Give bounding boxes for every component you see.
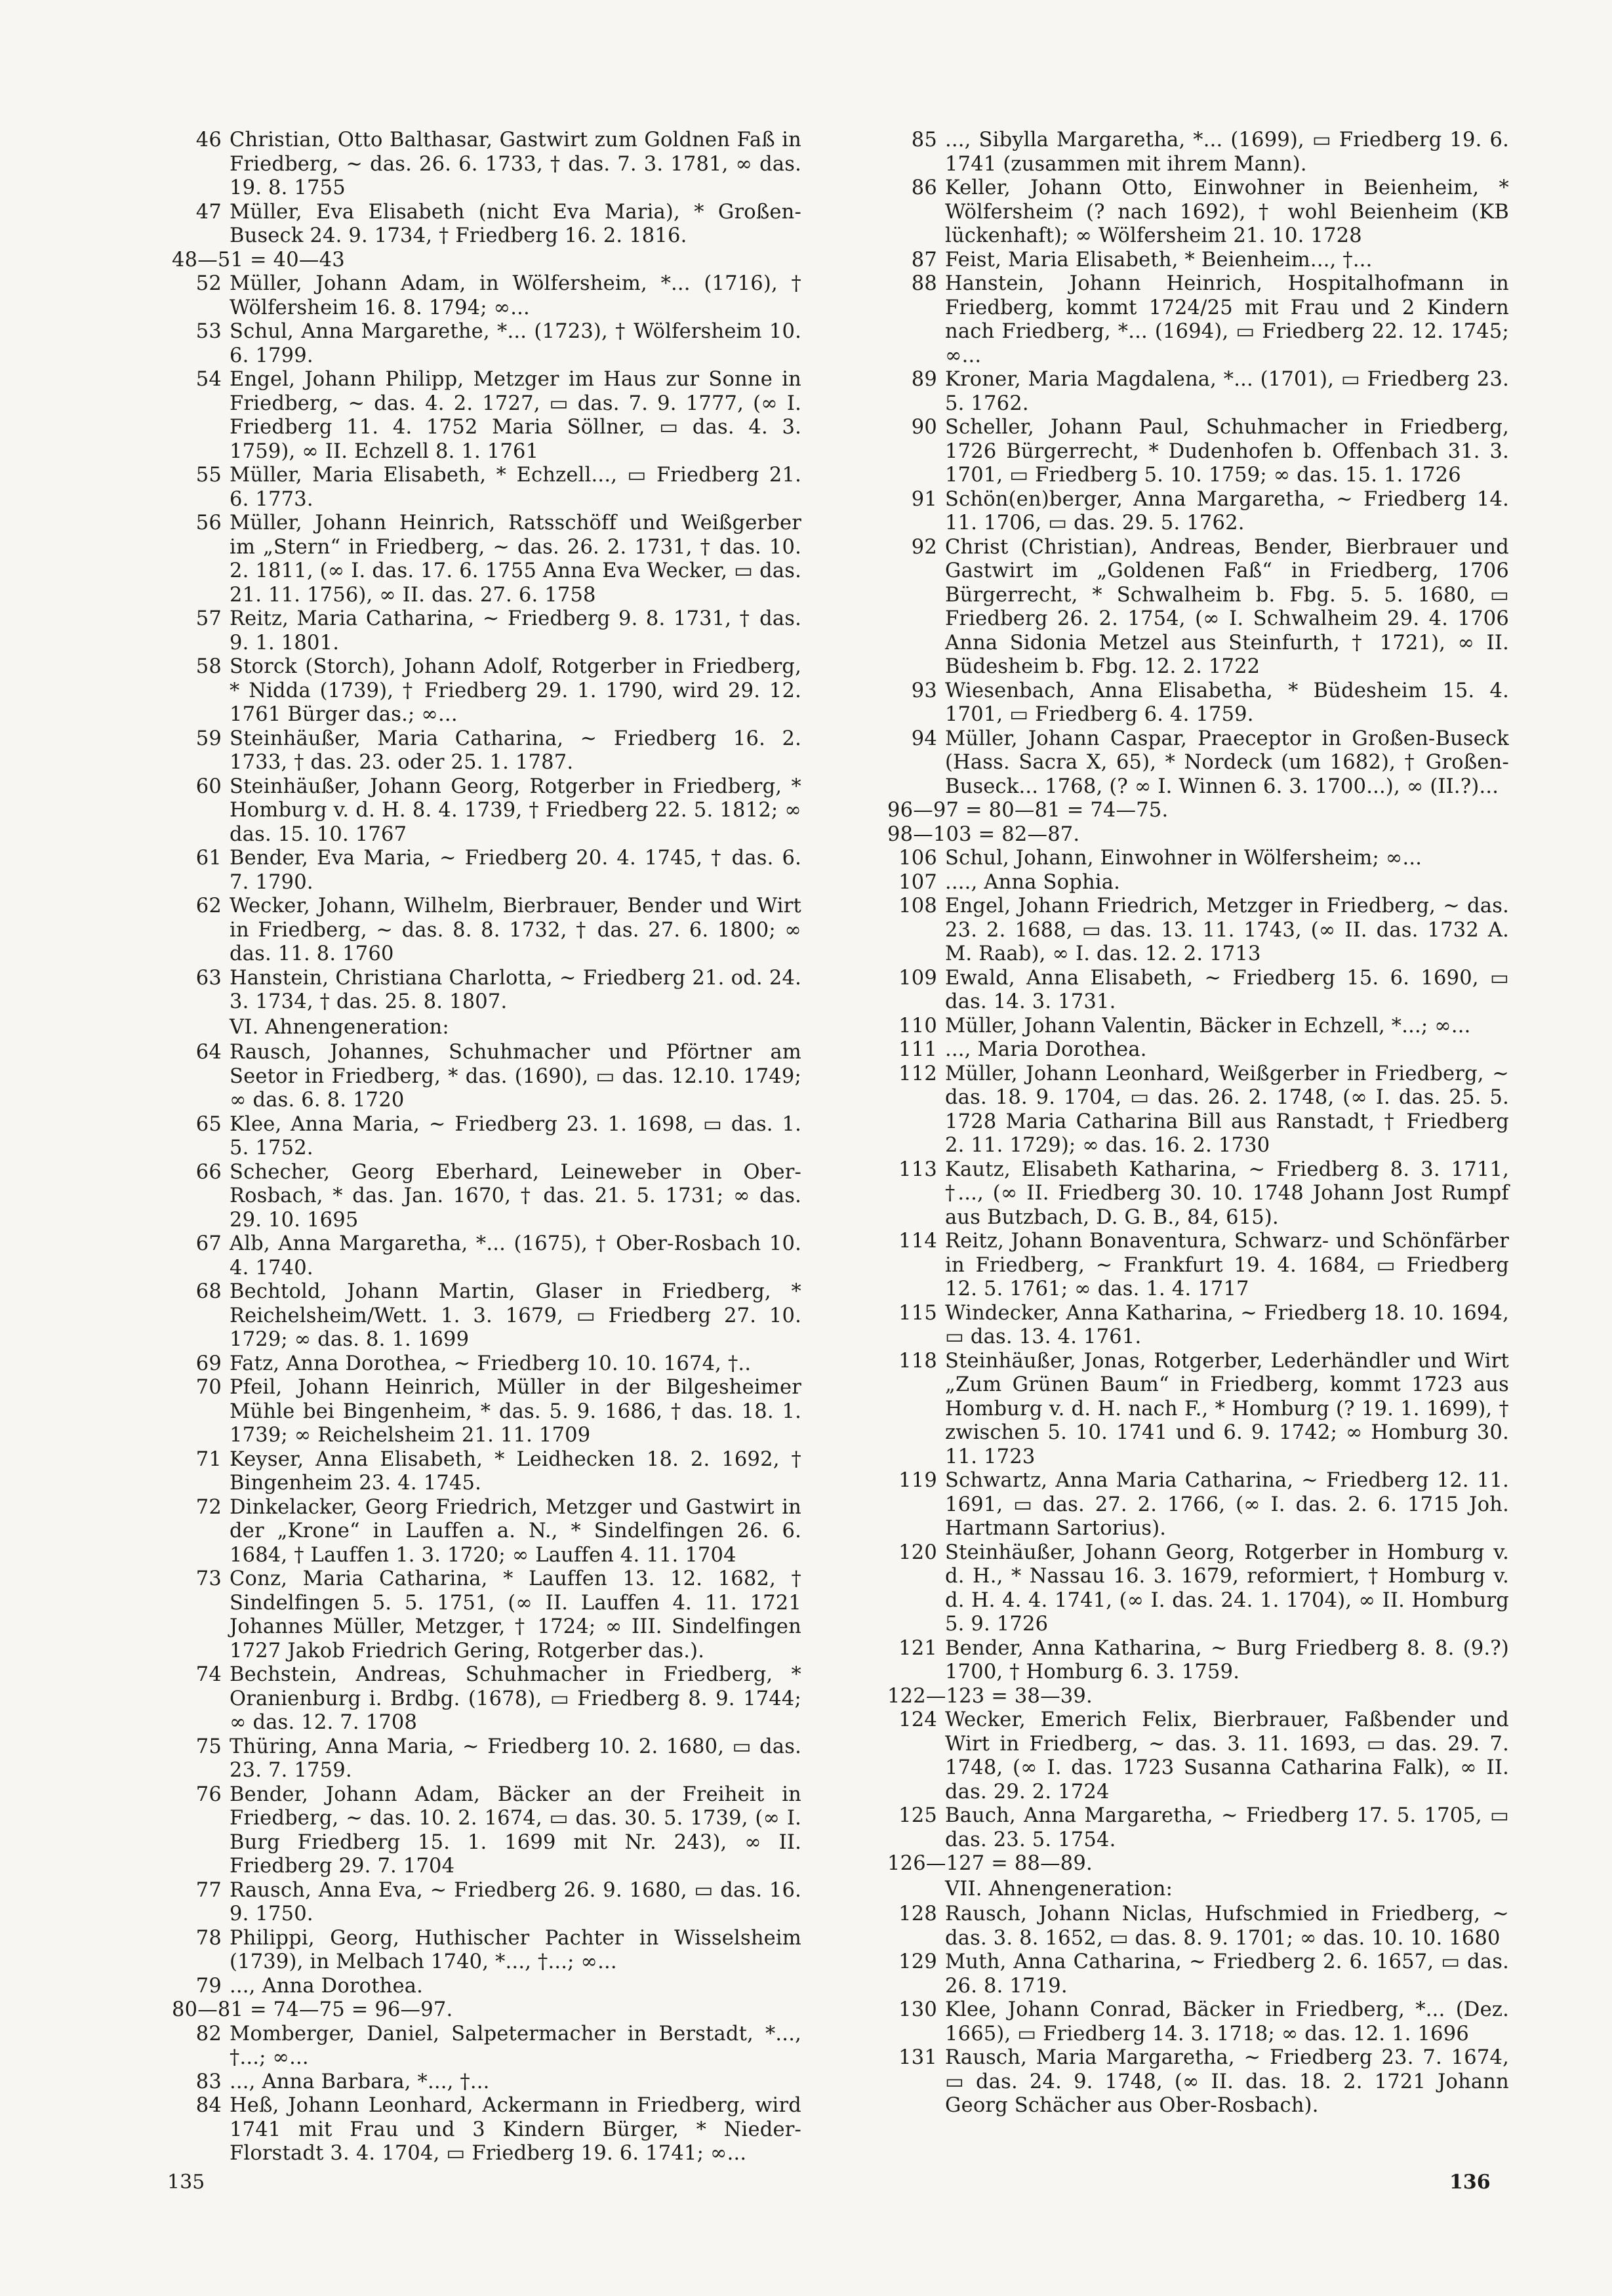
entry-text: Conz, Maria Catharina, * Lauffen 13. 12. 1682, † Sindelfingen 5. 5. 1751, (∞ II. Lauffen 4. 11. 1721 Johannes Müller, Metzger, † 1724; ∞ III. Sindelfingen 1727 Jakob Friedrich Gering, Rotgerber das.). (230, 1567, 801, 1662)
entry-text: Bauch, Anna Margaretha, ~ Friedberg 17. 5. 1705, ▭ das. 23. 5. 1754. (945, 1804, 1509, 1851)
entry-number: 73 (195, 1567, 222, 1590)
ancestor-entry (887, 967, 1509, 1015)
ancestor-entry (887, 2046, 1509, 2118)
generation-heading: VI. Ahnengeneration: (230, 1015, 449, 1039)
entry-number: 66 (195, 1160, 222, 1184)
entry-number: 88 (911, 272, 937, 295)
entry-text: Wecker, Johann, Wilhelm, Bierbrauer, Bender und Wirt in Friedberg, ~ das. 8. 8. 1732, † das. 27. 6. 1800; ∞ das. 11. 8. 1760 (230, 895, 801, 965)
ancestor-entry (172, 129, 801, 201)
left-column (172, 129, 801, 2166)
entry-number: 57 (195, 607, 222, 630)
entry-number: 111 (898, 1038, 937, 1061)
entry-number: 109 (898, 966, 937, 990)
entry-text: Schwartz, Anna Maria Catharina, ~ Friedberg 12. 11. 1691, ▭ das. 27. 2. 1766, (∞ I. das. 2. 6. 1715 Joh. Hartmann Sartorius). (945, 1469, 1509, 1540)
entry-text: Müller, Johann Adam, in Wölfersheim, *... (1716), † Wölfersheim 16. 8. 1794; ∞... (230, 272, 801, 319)
ancestor-entry (887, 1302, 1509, 1350)
entry-number: 89 (911, 368, 937, 391)
entry-number: 63 (195, 966, 222, 990)
entry-number: 74 (195, 1663, 222, 1686)
entry-text: Momberger, Daniel, Salpetermacher in Berstadt, *..., †...; ∞... (230, 2022, 801, 2069)
entry-text: Müller, Johann Leonhard, Weißgerber in Friedberg, ~ das. 18. 9. 1704, ▭ das. 26. 2. 1748, (∞ I. das. 25. 5. 1728 Maria Catharina Bill aus Ranstadt, † Friedberg 2. 11. 1729); ∞ das. 16. 2. 1730 (945, 1062, 1509, 1157)
entry-text: Steinhäußer, Johann Georg, Rotgerber in Homburg v. d. H., * Nassau 16. 3. 1679, reformiert, † Homburg v. d. H. 4. 4. 1741, (∞ I. das. 24. 1. 1704), ∞ II. Homburg 5. 9. 1726 (945, 1541, 1509, 1636)
ancestor-entry (172, 2070, 801, 2095)
ancestor-entry (887, 1950, 1509, 1998)
entry-number: 126—127 (887, 1852, 985, 1875)
entry-text: Steinhäußer, Jonas, Rotgerber, Lederhändler und Wirt „Zum Grünen Baum“ in Friedberg, kommt 1723 aus Homburg v. d. H. nach F., * Homburg (? 19. 1. 1699), † zwischen 5. 10. 1741 und 6. 9. 1742; ∞ Homburg 30. 11. 1723 (945, 1349, 1509, 1468)
entry-number: 62 (195, 895, 222, 917)
ancestor-entry (172, 1448, 801, 1496)
ancestor-entry (887, 1350, 1509, 1470)
entry-text: Storck (Storch), Johann Adolf, Rotgerber in Friedberg, * Nidda (1739), † Friedberg 29. 1. 1790, wird 29. 12. 1761 Bürger das.; ∞... (230, 655, 801, 726)
entry-text: Keyser, Anna Elisabeth, * Leidhecken 18. 2. 1692, † Bingenheim 23. 4. 1745. (230, 1447, 801, 1495)
entry-number: 48—51 (172, 248, 244, 272)
entry-text: Steinhäußer, Johann Georg, Rotgerber in Friedberg, * Homburg v. d. H. 8. 4. 1739, † Friedberg 22. 5. 1812; ∞ das. 15. 10. 1767 (230, 775, 801, 846)
entry-number: 125 (898, 1804, 937, 1827)
entry-text: ...., Anna Sophia. (945, 870, 1121, 894)
entry-number: 84 (195, 2094, 222, 2117)
entry-number: 87 (911, 248, 937, 272)
ancestor-entry (887, 368, 1509, 416)
page-number-left: 135 (167, 2171, 205, 2194)
entry-text: Steinhäußer, Maria Catharina, ~ Friedberg 16. 2. 1733, † das. 23. oder 25. 1. 1787. (230, 727, 801, 774)
ancestor-entry (172, 607, 801, 655)
entry-number: 94 (911, 727, 937, 750)
ancestor-entry (172, 967, 801, 1015)
entry-number: 96—97 (887, 799, 959, 822)
entry-text: Klee, Johann Conrad, Bäcker in Friedberg, *... (Dez. 1665), ▭ Friedberg 14. 3. 1718; ∞ das. 12. 1. 1696 (945, 1998, 1509, 2045)
entry-number: 112 (898, 1062, 937, 1085)
ancestor-entry (887, 1230, 1509, 1302)
ancestor-entry (172, 1783, 801, 1879)
entry-text: Windecker, Anna Katharina, ~ Friedberg 18. 10. 1694, ▭ das. 13. 4. 1761. (945, 1301, 1509, 1348)
generation-heading: VII. Ahnengeneration: (945, 1877, 1173, 1901)
ancestor-entry (887, 1158, 1509, 1230)
entry-text: Alb, Anna Margaretha, *... (1675), † Ober-Rosbach 10. 4. 1740. (230, 1232, 801, 1279)
ancestor-entry (172, 1161, 801, 1233)
entry-number: 77 (195, 1878, 222, 1902)
entry-text: Bender, Johann Adam, Bäcker an der Freiheit in Friedberg, ~ das. 10. 2. 1674, ▭ das. 30. 5. 1739, (∞ I. Burg Friedberg 15. 1. 1699 mit Nr. 243), ∞ II. Friedberg 29. 7. 1704 (230, 1782, 801, 1878)
ancestor-entry (887, 249, 1509, 273)
entry-text: = 80—81 = 74—75. (965, 799, 1169, 822)
ancestor-entry (172, 1496, 801, 1568)
entry-number: 70 (195, 1376, 222, 1399)
ancestor-entry (172, 655, 801, 727)
entry-number: 130 (898, 1998, 937, 2021)
entry-text: = 82—87. (978, 822, 1080, 846)
entry-text: Müller, Johann Heinrich, Ratsschöff und Weißgerber im „Stern“ in Friedberg, ~ das. 26. 2. 1731, † das. 10. 2. 1811, (∞ I. das. 17. 6. 1755 Anna Eva Wecker, ▭ das. 21. 11. 1756), ∞ II. das. 27. 6. 1758 (230, 512, 801, 607)
entry-text: ..., Maria Dorothea. (945, 1038, 1147, 1061)
entry-text: Bechstein, Andreas, Schuhmacher in Friedberg, * Oranienburg i. Brdbg. (1678), ▭ Friedberg 8. 9. 1744; ∞ das. 12. 7. 1708 (230, 1663, 801, 1734)
ancestor-entry (887, 1038, 1509, 1062)
ancestor-entry (887, 1062, 1509, 1158)
entry-number: 52 (195, 272, 222, 295)
ancestor-entry (887, 727, 1509, 799)
entry-number: 75 (195, 1735, 222, 1758)
entry-text: Engel, Johann Philipp, Metzger im Haus zur Sonne in Friedberg, ~ das. 4. 2. 1727, ▭ das. 7. 9. 1777, (∞ I. Friedberg 11. 4. 1752 Maria Söllner, ▭ das. 4. 3. 1759), ∞ II. Echzell 8. 1. 1761 (230, 368, 801, 463)
entry-text: Engel, Johann Friedrich, Metzger in Friedberg, ~ das. 23. 2. 1688, ▭ das. 13. 11. 1743, (∞ II. das. 1732 A. M. Raab), ∞ I. das. 12. 2. 1713 (945, 895, 1509, 965)
entry-number: 119 (898, 1469, 937, 1492)
entry-text: Kroner, Maria Magdalena, *... (1701), ▭ Friedberg 23. 5. 1762. (945, 368, 1509, 415)
entry-text: Thüring, Anna Maria, ~ Friedberg 10. 2. 1680, ▭ das. 23. 7. 1759. (230, 1735, 801, 1782)
entry-text: Fatz, Anna Dorothea, ~ Friedberg 10. 10. 1674, †.. (230, 1352, 752, 1375)
entry-text: Christian, Otto Balthasar, Gastwirt zum Goldnen Faß in Friedberg, ~ das. 26. 6. 1733, † das. 7. 3. 1781, ∞ das. 19. 8. 1755 (230, 129, 801, 199)
entry-text: Feist, Maria Elisabeth, * Beienheim..., †... (945, 248, 1373, 272)
ancestor-entry (172, 775, 801, 847)
ancestor-entry (172, 895, 801, 967)
entry-text: Keller, Johann Otto, Einwohner in Beienheim, * Wölfersheim (? nach 1692), † wohl Beienheim (KB lückenhaft); ∞ Wölfersheim 21. 10. 1728 (945, 176, 1509, 247)
entry-number: 92 (911, 535, 937, 559)
entry-number: 79 (195, 1974, 222, 1998)
entry-number: 67 (195, 1232, 222, 1255)
entry-text: Heß, Johann Leonhard, Ackermann in Friedberg, wird 1741 mit Frau und 3 Kindern Bürger, * Nieder-Florstadt 3. 4. 1704, ▭ Friedberg 19. 6. 1741; ∞... (230, 2094, 801, 2165)
entry-number: 61 (195, 847, 222, 870)
ancestor-entry (172, 1663, 801, 1735)
entry-number: 98—103 (887, 822, 972, 846)
ancestor-entry (172, 464, 801, 512)
ancestor-entry (887, 1469, 1509, 1541)
ancestor-entry (887, 679, 1509, 727)
ancestor-entry (887, 1541, 1509, 1637)
entry-number: 82 (195, 2022, 222, 2045)
range-entry (887, 823, 1509, 847)
entry-number: 85 (911, 129, 937, 151)
entry-number: 113 (898, 1158, 937, 1181)
entry-text: = 74—75 = 96—97. (250, 1998, 453, 2021)
entry-number: 65 (195, 1112, 222, 1136)
ancestor-entry (172, 1041, 801, 1113)
entry-text: Müller, Eva Elisabeth (nicht Eva Maria), * Großen-Buseck 24. 9. 1734, † Friedberg 16. 2. 1816. (230, 200, 801, 247)
ancestor-entry (887, 1637, 1509, 1685)
ancestor-entry (172, 1927, 801, 1975)
entry-text: Schul, Anna Margarethe, *... (1723), † Wölfersheim 10. 6. 1799. (230, 320, 801, 367)
entry-number: 128 (898, 1903, 937, 1925)
ancestor-entry (887, 1015, 1509, 1039)
entry-number: 90 (911, 416, 937, 439)
entry-text: Wiesenbach, Anna Elisabetha, * Büdesheim 15. 4. 1701, ▭ Friedberg 6. 4. 1759. (945, 679, 1509, 726)
entry-number: 120 (898, 1541, 937, 1564)
entry-text: Muth, Anna Catharina, ~ Friedberg 2. 6. 1657, ▭ das. 26. 8. 1719. (945, 1950, 1509, 1998)
entry-number: 93 (911, 679, 937, 702)
entry-number: 129 (898, 1950, 937, 1973)
entry-number: 122—123 (887, 1684, 985, 1708)
entry-text: Müller, Johann Caspar, Praeceptor in Großen-Buseck (Hass. Sacra X, 65), * Nordeck (um 1682), † Großen-Buseck... 1768, (? ∞ I. Winnen 6. 3. 1700...), ∞ (II.?)... (945, 727, 1509, 798)
entry-number: 68 (195, 1280, 222, 1303)
entry-text: Hanstein, Johann Heinrich, Hospitalhofmann in Friedberg, kommt 1724/25 mit Frau und 2 Kindern nach Friedberg, *... (1694), ▭ Friedberg 22. 12. 1745; ∞... (945, 272, 1509, 367)
entry-text: = 38—39. (991, 1684, 1093, 1708)
ancestor-entry (172, 1280, 801, 1352)
entry-number: 55 (195, 464, 222, 487)
page-number-right: 136 (1449, 2171, 1491, 2194)
range-entry (887, 1852, 1509, 1876)
entry-text: Müller, Johann Valentin, Bäcker in Echzell, *...; ∞... (945, 1014, 1471, 1037)
entry-text: Rausch, Maria Margaretha, ~ Friedberg 23. 7. 1674, ▭ das. 24. 9. 1748, (∞ II. das. 18. 2. 1721 Johann Georg Schächer aus Ober-Rosbach). (945, 2046, 1509, 2117)
entry-text: Müller, Maria Elisabeth, * Echzell..., ▭ Friedberg 21. 6. 1773. (230, 464, 801, 511)
entry-text: Schul, Johann, Einwohner in Wölfersheim; ∞... (945, 847, 1422, 870)
entry-text: Reitz, Maria Catharina, ~ Friedberg 9. 8. 1731, † das. 9. 1. 1801. (230, 607, 801, 655)
entry-text: Bender, Anna Katharina, ~ Burg Friedberg 8. 8. (9.?) 1700, † Homburg 6. 3. 1759. (945, 1636, 1509, 1683)
entry-text: Rausch, Johannes, Schuhmacher und Pförtner am Seetor in Friedberg, * das. (1690), ▭ das. 12.10. 1749; ∞ das. 6. 8. 1720 (230, 1041, 801, 1112)
ancestor-entry (172, 320, 801, 368)
ancestor-entry (172, 1113, 801, 1161)
ancestor-entry (887, 176, 1509, 249)
ancestor-entry (172, 727, 801, 775)
ancestor-entry (172, 1567, 801, 1663)
range-entry (172, 1998, 801, 2023)
ancestor-entry (887, 1708, 1509, 1804)
entry-text: Schecher, Georg Eberhard, Leineweber in Ober-Rosbach, * das. Jan. 1670, † das. 21. 5. 1731; ∞ das. 29. 10. 1695 (230, 1160, 801, 1232)
entry-number: 110 (898, 1014, 937, 1037)
entry-number: 69 (195, 1352, 222, 1375)
entry-number: 91 (911, 487, 937, 511)
ancestor-entry (172, 512, 801, 607)
ancestor-entry (887, 1903, 1509, 1950)
ancestor-entry (887, 536, 1509, 679)
entry-number: 46 (195, 129, 222, 151)
ancestor-entry (172, 1376, 801, 1448)
entry-text: Reitz, Johann Bonaventura, Schwarz- und Schönfärber in Friedberg, ~ Frankfurt 19. 4. 1684, ▭ Friedberg 12. 5. 1761; ∞ das. 1. 4. 1717 (945, 1230, 1509, 1300)
right-column (887, 129, 1509, 2118)
ancestor-entry (172, 2023, 801, 2070)
ancestor-entry (172, 1232, 801, 1280)
entry-text: Rausch, Anna Eva, ~ Friedberg 26. 9. 1680, ▭ das. 16. 9. 1750. (230, 1878, 801, 1925)
entry-number: 64 (195, 1041, 222, 1064)
entry-text: Dinkelacker, Georg Friedrich, Metzger und Gastwirt in der „Krone“ in Lauffen a. N., * Sindelfingen 26. 6. 1684, † Lauffen 1. 3. 1720; ∞ Lauffen 4. 11. 1704 (230, 1495, 801, 1567)
ancestor-entry (887, 129, 1509, 176)
ancestor-entry (887, 895, 1509, 967)
ancestor-entry (887, 416, 1509, 488)
entry-text: Pfeil, Johann Heinrich, Müller in der Bilgesheimer Mühle bei Bingenheim, * das. 5. 9. 1686, † das. 18. 1. 1739; ∞ Reichelsheim 21. 11. 1709 (230, 1376, 801, 1447)
entry-number: 121 (898, 1636, 937, 1660)
range-entry (172, 249, 801, 273)
ancestor-entry (172, 201, 801, 249)
ancestor-entry (887, 272, 1509, 368)
entry-number: 56 (195, 512, 222, 534)
entry-text: = 88—89. (991, 1852, 1093, 1875)
ancestor-entry (887, 871, 1509, 895)
entry-text: Ewald, Anna Elisabeth, ~ Friedberg 15. 6. 1690, ▭ das. 14. 3. 1731. (945, 966, 1509, 1013)
entry-text: Hanstein, Christiana Charlotta, ~ Friedberg 21. od. 24. 3. 1734, † das. 25. 8. 1807. (230, 966, 801, 1013)
ancestor-entry (172, 1975, 801, 1999)
entry-number: 71 (195, 1447, 222, 1471)
range-entry (887, 1685, 1509, 1709)
entry-text: ..., Sibylla Margaretha, *... (1699), ▭ Friedberg 19. 6. 1741 (zusammen mit ihrem Mann). (945, 129, 1509, 176)
range-entry (887, 799, 1509, 823)
entry-number: 54 (195, 368, 222, 391)
ancestor-entry (172, 1879, 801, 1927)
entry-text: Klee, Anna Maria, ~ Friedberg 23. 1. 1698, ▭ das. 1. 5. 1752. (230, 1112, 801, 1159)
ancestor-entry (172, 368, 801, 464)
entry-number: 114 (898, 1230, 937, 1253)
entry-text: Scheller, Johann Paul, Schuhmacher in Friedberg, 1726 Bürgerrecht, * Dudenhofen b. Offenbach 31. 3. 1701, ▭ Friedberg 5. 10. 1759; ∞ das. 15. 1. 1726 (945, 416, 1509, 487)
entry-text: ..., Anna Dorothea. (230, 1974, 424, 1998)
entry-number: 124 (898, 1708, 937, 1731)
entry-text: Bender, Eva Maria, ~ Friedberg 20. 4. 1745, † das. 6. 7. 1790. (230, 847, 801, 894)
ancestor-entry (887, 847, 1509, 871)
entry-text: Christ (Christian), Andreas, Bender, Bierbrauer und Gastwirt im „Goldenen Faß“ in Friedberg, 1706 Bürgerrecht, * Schwalheim b. Fbg. 5. 5. 1680, ▭ Friedberg 26. 2. 1754, (∞ I. Schwalheim 29. 4. 1706 Anna Sidonia Metzel aus Steinfurth, † 1721), ∞ II. Büdesheim b. Fbg. 12. 2. 1722 (945, 535, 1509, 678)
entry-number: 59 (195, 727, 222, 750)
entry-number: 72 (195, 1495, 222, 1519)
entry-number: 76 (195, 1782, 222, 1806)
ancestor-entry (887, 488, 1509, 536)
ancestor-entry (172, 847, 801, 895)
entry-text: ..., Anna Barbara, *..., †... (230, 2070, 490, 2093)
entry-text: Wecker, Emerich Felix, Bierbrauer, Faßbender und Wirt in Friedberg, ~ das. 3. 11. 1693, ▭ das. 29. 7. 1748, (∞ I. das. 1723 Susanna Catharina Falk), ∞ II. das. 29. 2. 1724 (945, 1708, 1509, 1803)
ancestor-entry (172, 1352, 801, 1377)
entry-number: 131 (898, 2046, 937, 2069)
ancestor-entry (172, 1735, 801, 1783)
entry-number: 58 (195, 655, 222, 678)
entry-number: 83 (195, 2070, 222, 2093)
entry-text: = 40—43 (250, 248, 345, 272)
entry-text: Schön(en)berger, Anna Margaretha, ~ Friedberg 14. 11. 1706, ▭ das. 29. 5. 1762. (945, 487, 1509, 534)
entry-number: 118 (898, 1349, 937, 1373)
entry-number: 108 (898, 895, 937, 917)
ancestor-entry (172, 272, 801, 320)
ancestor-entry (887, 1804, 1509, 1852)
entry-number: 115 (898, 1301, 937, 1325)
entry-number: 107 (898, 870, 937, 894)
entry-text: Kautz, Elisabeth Katharina, ~ Friedberg 8. 3. 1711, †..., (∞ II. Friedberg 30. 10. 1748 Johann Jost Rumpf aus Butzbach, D. G. B., 84, 615). (945, 1158, 1509, 1229)
entry-number: 86 (911, 176, 937, 199)
entry-number: 53 (195, 320, 222, 343)
entry-number: 78 (195, 1926, 222, 1950)
ancestor-entry (887, 1998, 1509, 2046)
entry-number: 60 (195, 775, 222, 798)
entry-number: 80—81 (172, 1998, 244, 2021)
ancestor-entry (172, 2094, 801, 2166)
entry-text: Rausch, Johann Niclas, Hufschmied in Friedberg, ~ das. 3. 8. 1652, ▭ das. 8. 9. 1701; ∞ das. 10. 10. 1680 (945, 1903, 1509, 1950)
entry-text: Bechtold, Johann Martin, Glaser in Friedberg, * Reichelsheim/Wett. 1. 3. 1679, ▭ Friedberg 27. 10. 1729; ∞ das. 8. 1. 1699 (230, 1280, 801, 1351)
entry-number: 106 (898, 847, 937, 870)
entry-text: Philippi, Georg, Huthischer Pachter in Wisselsheim (1739), in Melbach 1740, *..., †...; ∞... (230, 1926, 801, 1973)
entry-number: 47 (195, 200, 222, 224)
